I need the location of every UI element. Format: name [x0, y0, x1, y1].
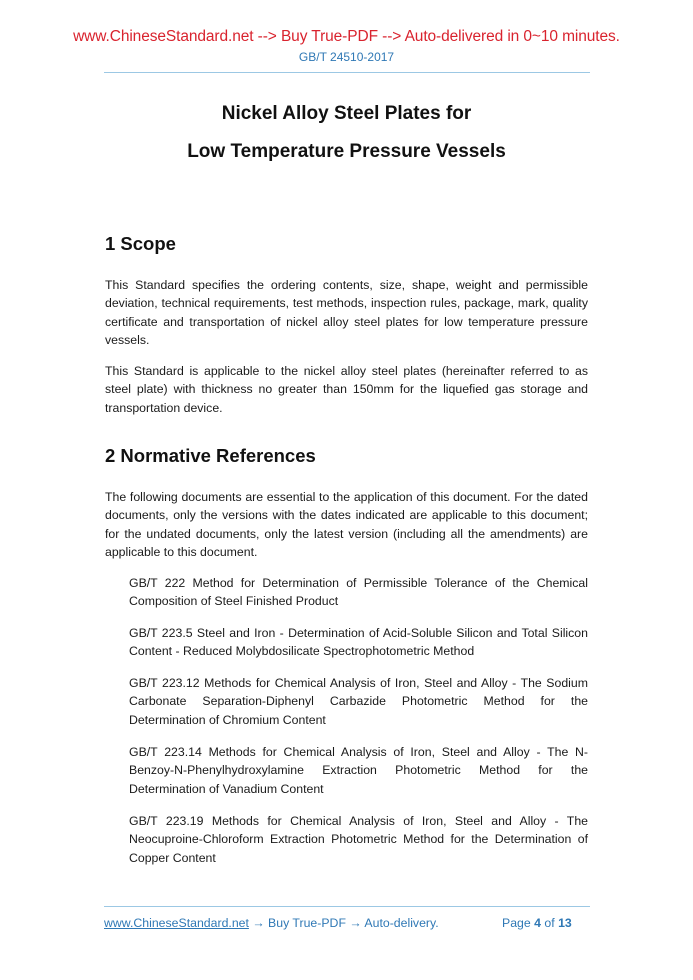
- page-total: 13: [558, 916, 572, 930]
- reference-item: GB/T 222 Method for Determination of Permissible Tolerance of the Chemical Composition of Steel Finished Product: [129, 576, 588, 609]
- section-heading-normative-references: 2 Normative References: [105, 445, 316, 466]
- page-of-label: of: [540, 916, 559, 930]
- document-title-line-1: Nickel Alloy Steel Plates for: [221, 103, 472, 124]
- reference-item: GB/T 223.12 Methods for Chemical Analysis of Iron, Steel and Alloy - The Sodium Carbonate Separation-Diphenyl Carbazide Photometric Method for the Determination of Chromium Content: [129, 676, 588, 727]
- footer-site-link[interactable]: www.ChineseStandard.net: [104, 916, 249, 930]
- page-label: Page: [502, 916, 535, 930]
- page-current: 4: [534, 916, 541, 930]
- header-divider: [104, 72, 590, 73]
- reference-item: GB/T 223.14 Methods for Chemical Analysis of Iron, Steel and Alloy - The N-Benzoy-N-Phenylhydroxylamine Extraction Photometric Method for the Determination of Vanadium Content: [129, 745, 588, 796]
- footer-divider: [104, 906, 590, 907]
- reference-item: GB/T 223.5 Steel and Iron - Determination of Acid-Soluble Silicon and Total Silicon Content - Reduced Molybdosilicate Spectrophotometric Method: [129, 626, 588, 659]
- footer-promo: [104, 916, 439, 930]
- normative-references-intro: The following documents are essential to the application of this document. For the dated documents, only the versions with the dates indicated are applicable to this document; for the undated documents, only the latest version (including all the amendments) are applicable to this document.: [105, 490, 588, 560]
- standard-code: GB/T 24510-2017: [298, 50, 395, 64]
- reference-item: GB/T 223.19 Methods for Chemical Analysis of Iron, Steel and Alloy - The Neocuproine-Chloroform Extraction Photometric Method for the Determination of Copper Content: [129, 814, 588, 865]
- page-indicator: [502, 916, 572, 930]
- scope-paragraph-2: This Standard is applicable to the nickel alloy steel plates (hereinafter referred to as steel plate) with thickness no greater than 150mm for the liquefied gas storage and transportation device.: [105, 364, 588, 415]
- document-title-line-2: Low Temperature Pressure Vessels: [187, 141, 506, 162]
- footer-tagline: → Buy True-PDF → Auto-delivery.: [248, 916, 439, 930]
- promo-banner[interactable]: www.ChineseStandard.net --> Buy True-PDF --> Auto-delivered in 0~10 minutes.: [73, 28, 620, 45]
- section-heading-scope: 1 Scope: [105, 233, 176, 254]
- scope-paragraph-1: This Standard specifies the ordering contents, size, shape, weight and permissible deviation, technical requirements, test methods, inspection rules, package, mark, quality certificate and transportation of nickel alloy steel plates for low temperature pressure vessels.: [105, 278, 588, 348]
